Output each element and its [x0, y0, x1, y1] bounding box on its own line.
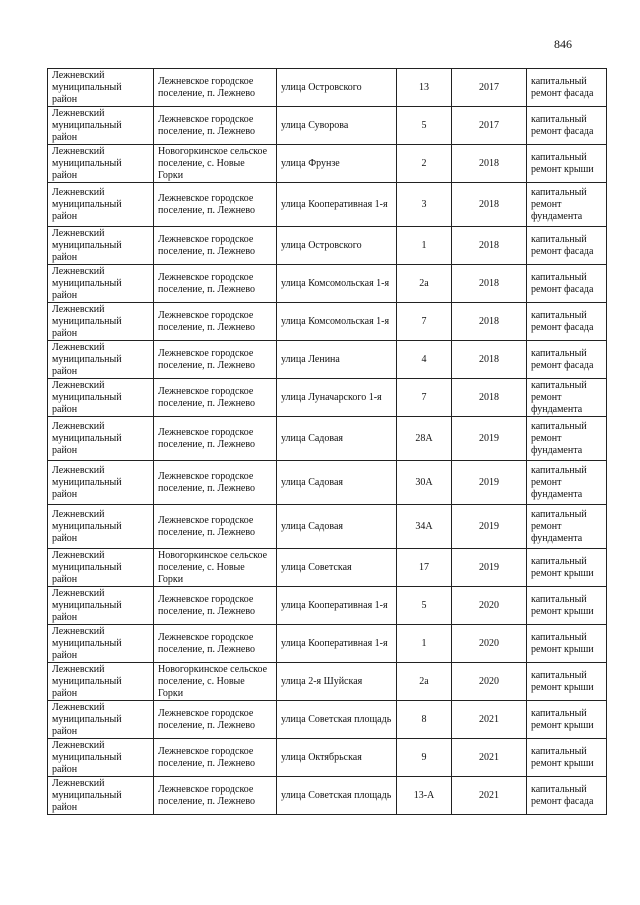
settlement-cell: Лежневское городское поселение, п. Лежнево: [154, 265, 277, 303]
table-row: [48, 379, 607, 417]
municipal-area-cell: Лежневский муниципальный район: [48, 183, 154, 227]
table-row: [48, 145, 607, 183]
settlement-cell: Новогоркинское сельское поселение, с. Новые Горки: [154, 549, 277, 587]
settlement-cell: Лежневское городское поселение, п. Лежнево: [154, 341, 277, 379]
year-cell: 2018: [452, 341, 527, 379]
work-type-cell: капитальный ремонт фасада: [527, 265, 607, 303]
street-cell: улица Фрунзе: [277, 145, 397, 183]
municipal-area-cell: Лежневский муниципальный район: [48, 505, 154, 549]
street-cell: улица Садовая: [277, 505, 397, 549]
street-cell: улица Ленина: [277, 341, 397, 379]
street-cell: улица Кооперативная 1-я: [277, 183, 397, 227]
municipal-area-cell: Лежневский муниципальный район: [48, 701, 154, 739]
year-cell: 2018: [452, 303, 527, 341]
work-type-cell: капитальный ремонт фундамента: [527, 505, 607, 549]
year-cell: 2018: [452, 145, 527, 183]
street-cell: улица Октябрьская: [277, 739, 397, 777]
settlement-cell: Лежневское городское поселение, п. Лежнево: [154, 625, 277, 663]
municipal-area-cell: Лежневский муниципальный район: [48, 549, 154, 587]
table-body: [48, 69, 607, 815]
settlement-cell: Лежневское городское поселение, п. Лежнево: [154, 587, 277, 625]
municipal-area-cell: Лежневский муниципальный район: [48, 107, 154, 145]
municipal-area-cell: Лежневский муниципальный район: [48, 227, 154, 265]
table-row: [48, 107, 607, 145]
house-number-cell: 28А: [397, 417, 452, 461]
house-number-cell: 7: [397, 303, 452, 341]
house-number-cell: 2а: [397, 663, 452, 701]
street-cell: улица Суворова: [277, 107, 397, 145]
street-cell: улица Кооперативная 1-я: [277, 625, 397, 663]
settlement-cell: Лежневское городское поселение, п. Лежнево: [154, 777, 277, 815]
house-number-cell: 4: [397, 341, 452, 379]
municipal-area-cell: Лежневский муниципальный район: [48, 379, 154, 417]
repair-schedule-table: [47, 68, 607, 815]
work-type-cell: капитальный ремонт крыши: [527, 739, 607, 777]
work-type-cell: капитальный ремонт фундамента: [527, 379, 607, 417]
table-row: [48, 417, 607, 461]
house-number-cell: 13-А: [397, 777, 452, 815]
settlement-cell: Лежневское городское поселение, п. Лежнево: [154, 183, 277, 227]
year-cell: 2021: [452, 739, 527, 777]
settlement-cell: Лежневское городское поселение, п. Лежнево: [154, 701, 277, 739]
year-cell: 2019: [452, 461, 527, 505]
street-cell: улица Островского: [277, 227, 397, 265]
table-row: [48, 777, 607, 815]
house-number-cell: 17: [397, 549, 452, 587]
year-cell: 2017: [452, 69, 527, 107]
settlement-cell: Лежневское городское поселение, п. Лежнево: [154, 379, 277, 417]
work-type-cell: капитальный ремонт фундамента: [527, 417, 607, 461]
house-number-cell: 30А: [397, 461, 452, 505]
settlement-cell: Лежневское городское поселение, п. Лежнево: [154, 505, 277, 549]
house-number-cell: 8: [397, 701, 452, 739]
table-row: [48, 227, 607, 265]
year-cell: 2017: [452, 107, 527, 145]
municipal-area-cell: Лежневский муниципальный район: [48, 265, 154, 303]
house-number-cell: 5: [397, 587, 452, 625]
table-row: [48, 69, 607, 107]
year-cell: 2018: [452, 227, 527, 265]
municipal-area-cell: Лежневский муниципальный район: [48, 341, 154, 379]
year-cell: 2021: [452, 701, 527, 739]
work-type-cell: капитальный ремонт крыши: [527, 145, 607, 183]
house-number-cell: 1: [397, 625, 452, 663]
year-cell: 2018: [452, 379, 527, 417]
street-cell: улица Садовая: [277, 461, 397, 505]
work-type-cell: капитальный ремонт крыши: [527, 701, 607, 739]
work-type-cell: капитальный ремонт фасада: [527, 227, 607, 265]
house-number-cell: 2а: [397, 265, 452, 303]
table-row: [48, 701, 607, 739]
table-row: [48, 183, 607, 227]
work-type-cell: капитальный ремонт крыши: [527, 663, 607, 701]
street-cell: улица 2-я Шуйская: [277, 663, 397, 701]
house-number-cell: 13: [397, 69, 452, 107]
work-type-cell: капитальный ремонт фундамента: [527, 183, 607, 227]
settlement-cell: Лежневское городское поселение, п. Лежнево: [154, 227, 277, 265]
street-cell: улица Комсомольская 1-я: [277, 303, 397, 341]
year-cell: 2019: [452, 549, 527, 587]
street-cell: улица Советская площадь: [277, 701, 397, 739]
table-row: [48, 625, 607, 663]
municipal-area-cell: Лежневский муниципальный район: [48, 663, 154, 701]
work-type-cell: капитальный ремонт фасада: [527, 777, 607, 815]
table-row: [48, 265, 607, 303]
table-row: [48, 303, 607, 341]
work-type-cell: капитальный ремонт фасада: [527, 107, 607, 145]
work-type-cell: капитальный ремонт фундамента: [527, 461, 607, 505]
settlement-cell: Лежневское городское поселение, п. Лежнево: [154, 461, 277, 505]
year-cell: 2020: [452, 663, 527, 701]
work-type-cell: капитальный ремонт фасада: [527, 341, 607, 379]
house-number-cell: 3: [397, 183, 452, 227]
municipal-area-cell: Лежневский муниципальный район: [48, 777, 154, 815]
street-cell: улица Островского: [277, 69, 397, 107]
municipal-area-cell: Лежневский муниципальный район: [48, 461, 154, 505]
table-row: [48, 461, 607, 505]
table-row: [48, 505, 607, 549]
settlement-cell: Новогоркинское сельское поселение, с. Новые Горки: [154, 663, 277, 701]
year-cell: 2019: [452, 505, 527, 549]
year-cell: 2020: [452, 625, 527, 663]
street-cell: улица Комсомольская 1-я: [277, 265, 397, 303]
table-row: [48, 587, 607, 625]
municipal-area-cell: Лежневский муниципальный район: [48, 625, 154, 663]
table-row: [48, 663, 607, 701]
work-type-cell: капитальный ремонт крыши: [527, 549, 607, 587]
house-number-cell: 1: [397, 227, 452, 265]
work-type-cell: капитальный ремонт крыши: [527, 587, 607, 625]
municipal-area-cell: Лежневский муниципальный район: [48, 587, 154, 625]
table-row: [48, 739, 607, 777]
municipal-area-cell: Лежневский муниципальный район: [48, 303, 154, 341]
house-number-cell: 7: [397, 379, 452, 417]
street-cell: улица Советская площадь: [277, 777, 397, 815]
settlement-cell: Лежневское городское поселение, п. Лежнево: [154, 107, 277, 145]
municipal-area-cell: Лежневский муниципальный район: [48, 145, 154, 183]
settlement-cell: Лежневское городское поселение, п. Лежнево: [154, 303, 277, 341]
year-cell: 2020: [452, 587, 527, 625]
work-type-cell: капитальный ремонт фасада: [527, 303, 607, 341]
work-type-cell: капитальный ремонт крыши: [527, 625, 607, 663]
street-cell: улица Кооперативная 1-я: [277, 587, 397, 625]
work-type-cell: капитальный ремонт фасада: [527, 69, 607, 107]
year-cell: 2021: [452, 777, 527, 815]
settlement-cell: Новогоркинское сельское поселение, с. Новые Горки: [154, 145, 277, 183]
municipal-area-cell: Лежневский муниципальный район: [48, 417, 154, 461]
settlement-cell: Лежневское городское поселение, п. Лежнево: [154, 69, 277, 107]
street-cell: улица Советская: [277, 549, 397, 587]
year-cell: 2018: [452, 183, 527, 227]
municipal-area-cell: Лежневский муниципальный район: [48, 69, 154, 107]
settlement-cell: Лежневское городское поселение, п. Лежнево: [154, 417, 277, 461]
table-row: [48, 341, 607, 379]
municipal-area-cell: Лежневский муниципальный район: [48, 739, 154, 777]
street-cell: улица Садовая: [277, 417, 397, 461]
house-number-cell: 5: [397, 107, 452, 145]
year-cell: 2019: [452, 417, 527, 461]
house-number-cell: 2: [397, 145, 452, 183]
house-number-cell: 34А: [397, 505, 452, 549]
street-cell: улица Луначарского 1-я: [277, 379, 397, 417]
settlement-cell: Лежневское городское поселение, п. Лежнево: [154, 739, 277, 777]
house-number-cell: 9: [397, 739, 452, 777]
page-number: 846: [554, 37, 572, 51]
year-cell: 2018: [452, 265, 527, 303]
table-row: [48, 549, 607, 587]
